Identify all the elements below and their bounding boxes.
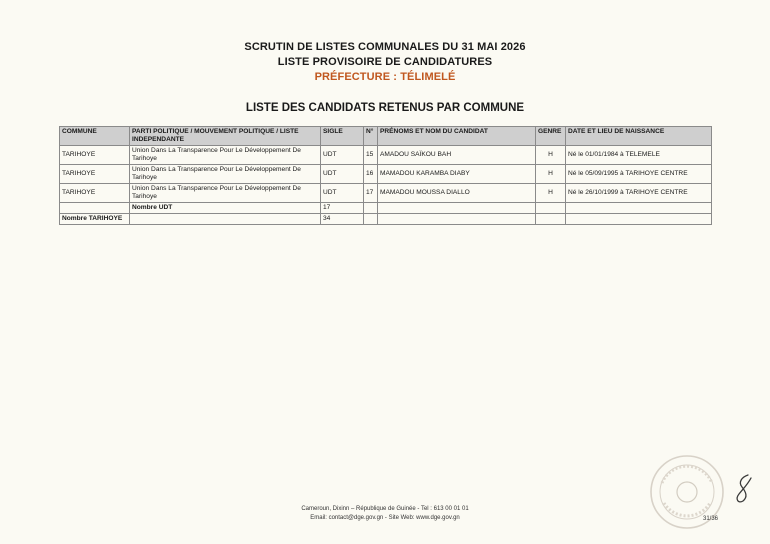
cell-naissance: Né le 01/01/1984 à TELEMELE [566, 146, 712, 165]
signature-mark-image [728, 472, 754, 506]
col-header-num: N° [364, 127, 378, 146]
cell-num: 17 [364, 184, 378, 203]
cell-nom: MAMADOU KARAMBA DIABY [378, 165, 536, 184]
cell-empty [364, 214, 378, 225]
cell-sigle: UDT [321, 165, 364, 184]
cell-parti: Union Dans La Transparence Pour Le Développement De Tarihoye [130, 184, 321, 203]
cell-sigle: UDT [321, 184, 364, 203]
page-footer [0, 505, 770, 523]
cell-naissance: Né le 26/10/1999 à TARIHOYE CENTRE [566, 184, 712, 203]
header-title: SCRUTIN DE LISTES COMMUNALES DU 31 MAI 2026 [244, 41, 526, 53]
cell-commune: TARIHOYE [60, 184, 130, 203]
footer-address: Cameroun, Dixinn – République de Guinée - Tel : 613 00 01 01 [301, 506, 469, 512]
cell-sigle: UDT [321, 146, 364, 165]
header-subtitle: LISTE PROVISOIRE DE CANDIDATURES [277, 56, 493, 68]
cell-empty [130, 214, 321, 225]
cell-genre: H [536, 165, 566, 184]
candidates-table [59, 126, 712, 225]
cell-empty [378, 203, 536, 214]
cell-num: 16 [364, 165, 378, 184]
cell-genre: H [536, 146, 566, 165]
table-header-row [60, 127, 712, 146]
subtotal-row [60, 203, 712, 214]
table-row [60, 165, 712, 184]
cell-commune: TARIHOYE [60, 146, 130, 165]
col-header-naissance: DATE ET LIEU DE NAISSANCE [566, 127, 712, 146]
total-value: 34 [321, 214, 364, 225]
cell-empty [60, 203, 130, 214]
col-header-sigle: SIGLE [321, 127, 364, 146]
cell-empty [566, 203, 712, 214]
section-title: LISTE DES CANDIDATS RETENUS PAR COMMUNE [245, 102, 525, 114]
col-header-genre: GENRE [536, 127, 566, 146]
cell-empty [364, 203, 378, 214]
cell-empty [566, 214, 712, 225]
header-prefecture: PRÉFECTURE : TÉLIMELÉ [314, 71, 456, 83]
page-number: 31/36 [703, 516, 719, 522]
total-label: Nombre TARIHOYE [60, 214, 130, 225]
total-row [60, 214, 712, 225]
col-header-commune: COMMUNE [60, 127, 130, 146]
cell-nom: AMADOU SAÏKOU BAH [378, 146, 536, 165]
cell-empty [536, 203, 566, 214]
cell-naissance: Né le 05/09/1995 à TARIHOYE CENTRE [566, 165, 712, 184]
col-header-parti: PARTI POLITIQUE / MOUVEMENT POLITIQUE / LISTE INDEPENDANTE [130, 127, 321, 146]
cell-empty [536, 214, 566, 225]
col-header-nom: PRÉNOMS ET NOM DU CANDIDAT [378, 127, 536, 146]
cell-commune: TARIHOYE [60, 165, 130, 184]
cell-num: 15 [364, 146, 378, 165]
document-header [0, 40, 770, 85]
footer-contact: Email: contact@dge.gov.gn - Site Web: www.dge.gov.gn [310, 515, 460, 521]
cell-parti: Union Dans La Transparence Pour Le Développement De Tarihoye [130, 146, 321, 165]
cell-empty [378, 214, 536, 225]
table-row [60, 146, 712, 165]
subtotal-label: Nombre UDT [130, 203, 321, 214]
cell-genre: H [536, 184, 566, 203]
subtotal-value: 17 [321, 203, 364, 214]
table-row [60, 184, 712, 203]
cell-parti: Union Dans La Transparence Pour Le Développement De Tarihoye [130, 165, 321, 184]
cell-nom: MAMADOU MOUSSA DIALLO [378, 184, 536, 203]
